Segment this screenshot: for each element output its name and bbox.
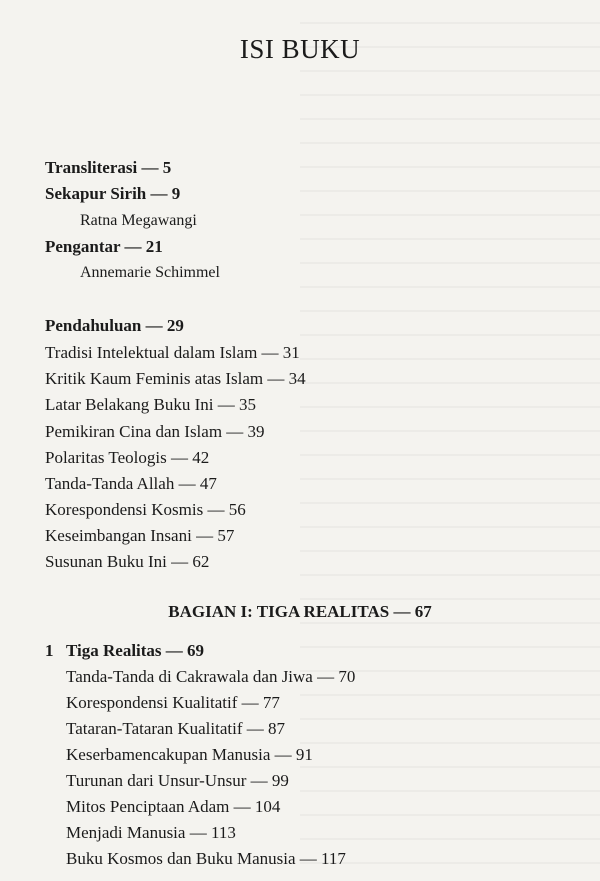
toc-entry-transliterasi: Transliterasi — 5	[45, 158, 172, 177]
toc-item: Polaritas Teologis — 42	[45, 448, 210, 467]
toc-section-pendahuluan: Pendahuluan — 29	[45, 316, 184, 335]
toc-item: Tanda-Tanda Allah — 47	[45, 474, 217, 493]
toc-chapter-number: 1	[45, 641, 54, 660]
toc-item: Korespondensi Kosmis — 56	[45, 500, 246, 519]
toc-item: Tradisi Intelektual dalam Islam — 31	[45, 343, 300, 362]
toc-item: Keseimbangan Insani — 57	[45, 526, 235, 545]
toc-item: Buku Kosmos dan Buku Manusia — 117	[66, 849, 346, 868]
toc-item: Tataran-Tataran Kualitatif — 87	[66, 719, 285, 738]
toc-entry-sekapur-sirih: Sekapur Sirih — 9	[45, 184, 181, 203]
toc-author: Annemarie Schimmel	[80, 264, 220, 281]
toc-item: Susunan Buku Ini — 62	[45, 552, 210, 571]
toc-item: Pemikiran Cina dan Islam — 39	[45, 422, 265, 441]
toc-item: Mitos Penciptaan Adam — 104	[66, 797, 281, 816]
toc-item: Tanda-Tanda di Cakrawala dan Jiwa — 70	[66, 667, 356, 686]
page-title: ISI BUKU	[239, 34, 361, 64]
toc-item: Kritik Kaum Feminis atas Islam — 34	[45, 369, 306, 388]
toc-entry-pengantar: Pengantar — 21	[45, 237, 163, 256]
toc-item: Latar Belakang Buku Ini — 35	[45, 395, 257, 414]
toc-item: Keserbamencakupan Manusia — 91	[66, 745, 313, 764]
bleed-through-text	[300, 0, 600, 881]
toc-chapter-title: Tiga Realitas — 69	[66, 641, 205, 660]
toc-item: Menjadi Manusia — 113	[66, 823, 236, 842]
toc-author: Ratna Megawangi	[80, 212, 197, 229]
toc-item: Turunan dari Unsur-Unsur — 99	[66, 771, 289, 790]
toc-item: Korespondensi Kualitatif — 77	[66, 693, 280, 712]
toc-part-heading: BAGIAN I: TIGA REALITAS — 67	[168, 602, 432, 621]
